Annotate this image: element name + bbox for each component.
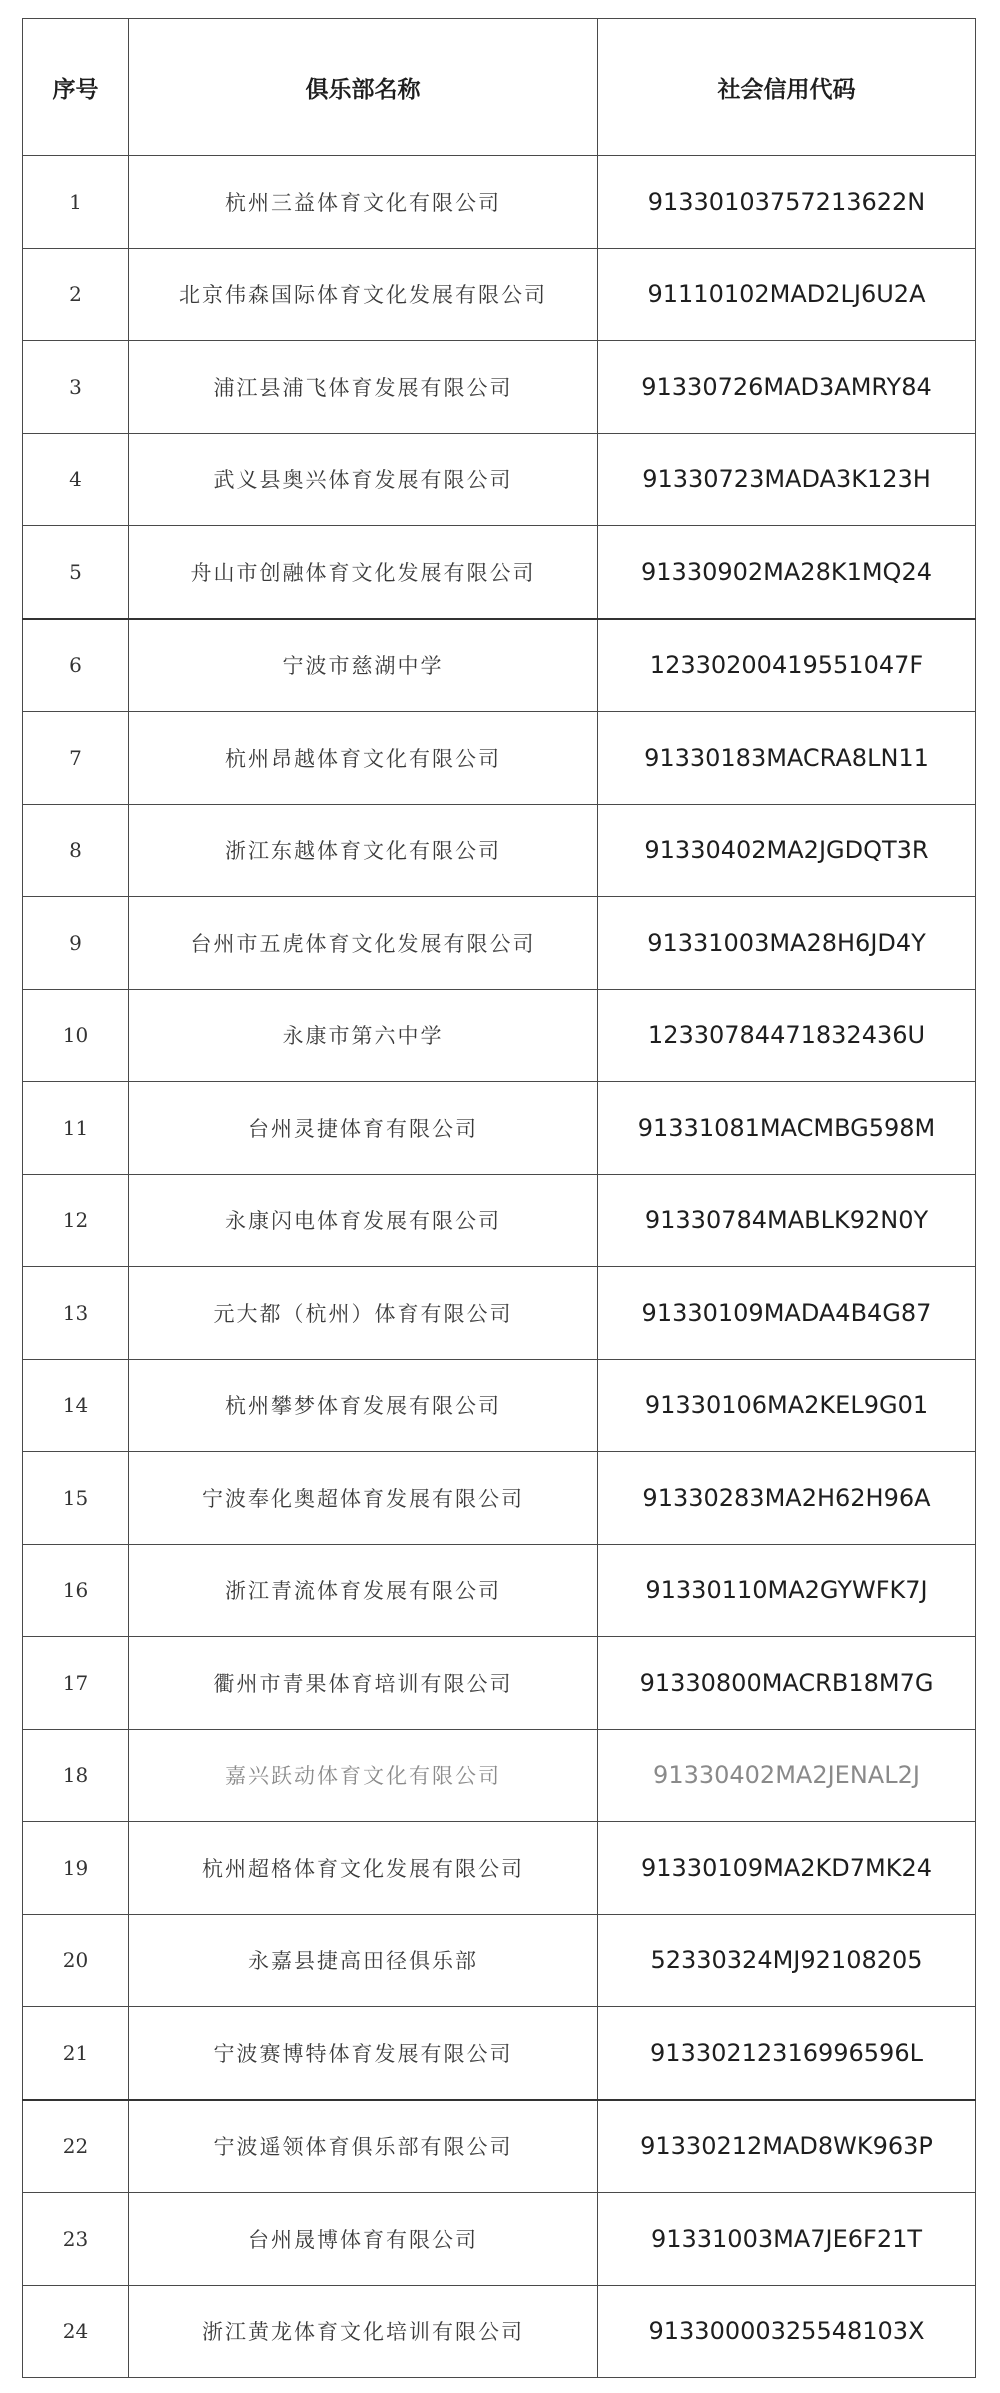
table-row bbox=[23, 1082, 976, 1175]
credit-code-cell: 91330800MACRB18M7G bbox=[598, 1637, 976, 1730]
credit-code-cell: 91330283MA2H62H96A bbox=[598, 1452, 976, 1545]
club-name-cell: 衢州市青果体育培训有限公司 bbox=[129, 1637, 598, 1730]
credit-code-cell: 91330723MADA3K123H bbox=[598, 433, 976, 526]
table-row bbox=[23, 2100, 976, 2193]
club-name-cell: 杭州超格体育文化发展有限公司 bbox=[129, 1822, 598, 1915]
credit-code-cell: 91330212316996596L bbox=[598, 2007, 976, 2100]
table-row bbox=[23, 1544, 976, 1637]
club-name-cell: 宁波市慈湖中学 bbox=[129, 619, 598, 712]
club-name-cell: 宁波赛博特体育发展有限公司 bbox=[129, 2007, 598, 2100]
serial-number-cell: 13 bbox=[23, 1267, 129, 1360]
serial-number-cell: 23 bbox=[23, 2193, 129, 2286]
credit-code-cell: 91330902MA28K1MQ24 bbox=[598, 526, 976, 619]
serial-number-cell: 7 bbox=[23, 712, 129, 805]
credit-code-cell: 91330109MADA4B4G87 bbox=[598, 1267, 976, 1360]
club-name-cell: 杭州攀梦体育发展有限公司 bbox=[129, 1359, 598, 1452]
serial-number-cell: 17 bbox=[23, 1637, 129, 1730]
serial-number-cell: 24 bbox=[23, 2285, 129, 2378]
table-row bbox=[23, 341, 976, 434]
header-credit-code: 社会信用代码 bbox=[598, 19, 976, 156]
table-row bbox=[23, 2285, 976, 2378]
credit-code-cell: 12330784471832436U bbox=[598, 989, 976, 1082]
serial-number-cell: 9 bbox=[23, 897, 129, 990]
header-club-name: 俱乐部名称 bbox=[129, 19, 598, 156]
club-name-cell: 杭州昂越体育文化有限公司 bbox=[129, 712, 598, 805]
table-row bbox=[23, 156, 976, 249]
club-name-cell: 永康闪电体育发展有限公司 bbox=[129, 1174, 598, 1267]
table-row bbox=[23, 433, 976, 526]
serial-number-cell: 16 bbox=[23, 1544, 129, 1637]
credit-code-cell: 12330200419551047F bbox=[598, 619, 976, 712]
table-row bbox=[23, 1914, 976, 2007]
credit-code-cell: 52330324MJ92108205 bbox=[598, 1914, 976, 2007]
table-row bbox=[23, 712, 976, 805]
serial-number-cell: 4 bbox=[23, 433, 129, 526]
serial-number-cell: 5 bbox=[23, 526, 129, 619]
table-row bbox=[23, 897, 976, 990]
club-name-cell: 北京伟森国际体育文化发展有限公司 bbox=[129, 248, 598, 341]
club-name-cell: 永嘉县捷高田径俱乐部 bbox=[129, 1914, 598, 2007]
credit-code-cell: 91330109MA2KD7MK24 bbox=[598, 1822, 976, 1915]
serial-number-cell: 8 bbox=[23, 804, 129, 897]
club-name-cell: 台州灵捷体育有限公司 bbox=[129, 1082, 598, 1175]
club-name-cell: 嘉兴跃动体育文化有限公司 bbox=[129, 1729, 598, 1822]
club-name-cell: 永康市第六中学 bbox=[129, 989, 598, 1082]
club-name-cell: 浦江县浦飞体育发展有限公司 bbox=[129, 341, 598, 434]
credit-code-cell: 91330784MABLK92N0Y bbox=[598, 1174, 976, 1267]
serial-number-cell: 20 bbox=[23, 1914, 129, 2007]
table-row bbox=[23, 248, 976, 341]
club-registry-table bbox=[22, 18, 976, 2378]
serial-number-cell: 21 bbox=[23, 2007, 129, 2100]
club-name-cell: 杭州三益体育文化有限公司 bbox=[129, 156, 598, 249]
serial-number-cell: 3 bbox=[23, 341, 129, 434]
club-name-cell: 浙江青流体育发展有限公司 bbox=[129, 1544, 598, 1637]
club-name-cell: 舟山市创融体育文化发展有限公司 bbox=[129, 526, 598, 619]
table-row bbox=[23, 2193, 976, 2286]
serial-number-cell: 10 bbox=[23, 989, 129, 1082]
serial-number-cell: 22 bbox=[23, 2100, 129, 2193]
credit-code-cell: 91330402MA2JENAL2J bbox=[598, 1729, 976, 1822]
table-row bbox=[23, 1729, 976, 1822]
credit-code-cell: 91330110MA2GYWFK7J bbox=[598, 1544, 976, 1637]
credit-code-cell: 91330103757213622N bbox=[598, 156, 976, 249]
club-name-cell: 台州晟博体育有限公司 bbox=[129, 2193, 598, 2286]
table-row bbox=[23, 1359, 976, 1452]
credit-code-cell: 91330726MAD3AMRY84 bbox=[598, 341, 976, 434]
table-row bbox=[23, 804, 976, 897]
serial-number-cell: 18 bbox=[23, 1729, 129, 1822]
club-name-cell: 宁波奉化奥超体育发展有限公司 bbox=[129, 1452, 598, 1545]
credit-code-cell: 91331003MA7JE6F21T bbox=[598, 2193, 976, 2286]
table-row bbox=[23, 1267, 976, 1360]
credit-code-cell: 91110102MAD2LJ6U2A bbox=[598, 248, 976, 341]
table-header bbox=[23, 19, 976, 156]
credit-code-cell: 91331003MA28H6JD4Y bbox=[598, 897, 976, 990]
serial-number-cell: 2 bbox=[23, 248, 129, 341]
header-serial-number: 序号 bbox=[23, 19, 129, 156]
credit-code-cell: 91330000325548103X bbox=[598, 2285, 976, 2378]
table-row bbox=[23, 989, 976, 1082]
table-row bbox=[23, 619, 976, 712]
credit-code-cell: 91330402MA2JGDQT3R bbox=[598, 804, 976, 897]
serial-number-cell: 6 bbox=[23, 619, 129, 712]
club-name-cell: 浙江东越体育文化有限公司 bbox=[129, 804, 598, 897]
table-row bbox=[23, 2007, 976, 2100]
serial-number-cell: 19 bbox=[23, 1822, 129, 1915]
credit-code-cell: 91330212MAD8WK963P bbox=[598, 2100, 976, 2193]
table-row bbox=[23, 1174, 976, 1267]
serial-number-cell: 14 bbox=[23, 1359, 129, 1452]
credit-code-cell: 91330106MA2KEL9G01 bbox=[598, 1359, 976, 1452]
serial-number-cell: 11 bbox=[23, 1082, 129, 1175]
club-name-cell: 宁波遥领体育俱乐部有限公司 bbox=[129, 2100, 598, 2193]
table-row bbox=[23, 1637, 976, 1730]
credit-code-cell: 91331081MACMBG598M bbox=[598, 1082, 976, 1175]
club-name-cell: 台州市五虎体育文化发展有限公司 bbox=[129, 897, 598, 990]
header-row bbox=[23, 19, 976, 156]
serial-number-cell: 1 bbox=[23, 156, 129, 249]
club-name-cell: 浙江黄龙体育文化培训有限公司 bbox=[129, 2285, 598, 2378]
serial-number-cell: 15 bbox=[23, 1452, 129, 1545]
club-name-cell: 武义县奥兴体育发展有限公司 bbox=[129, 433, 598, 526]
table-row bbox=[23, 526, 976, 619]
table-row bbox=[23, 1452, 976, 1545]
table-body bbox=[23, 156, 976, 2378]
table-row bbox=[23, 1822, 976, 1915]
serial-number-cell: 12 bbox=[23, 1174, 129, 1267]
credit-code-cell: 91330183MACRA8LN11 bbox=[598, 712, 976, 805]
club-name-cell: 元大都（杭州）体育有限公司 bbox=[129, 1267, 598, 1360]
